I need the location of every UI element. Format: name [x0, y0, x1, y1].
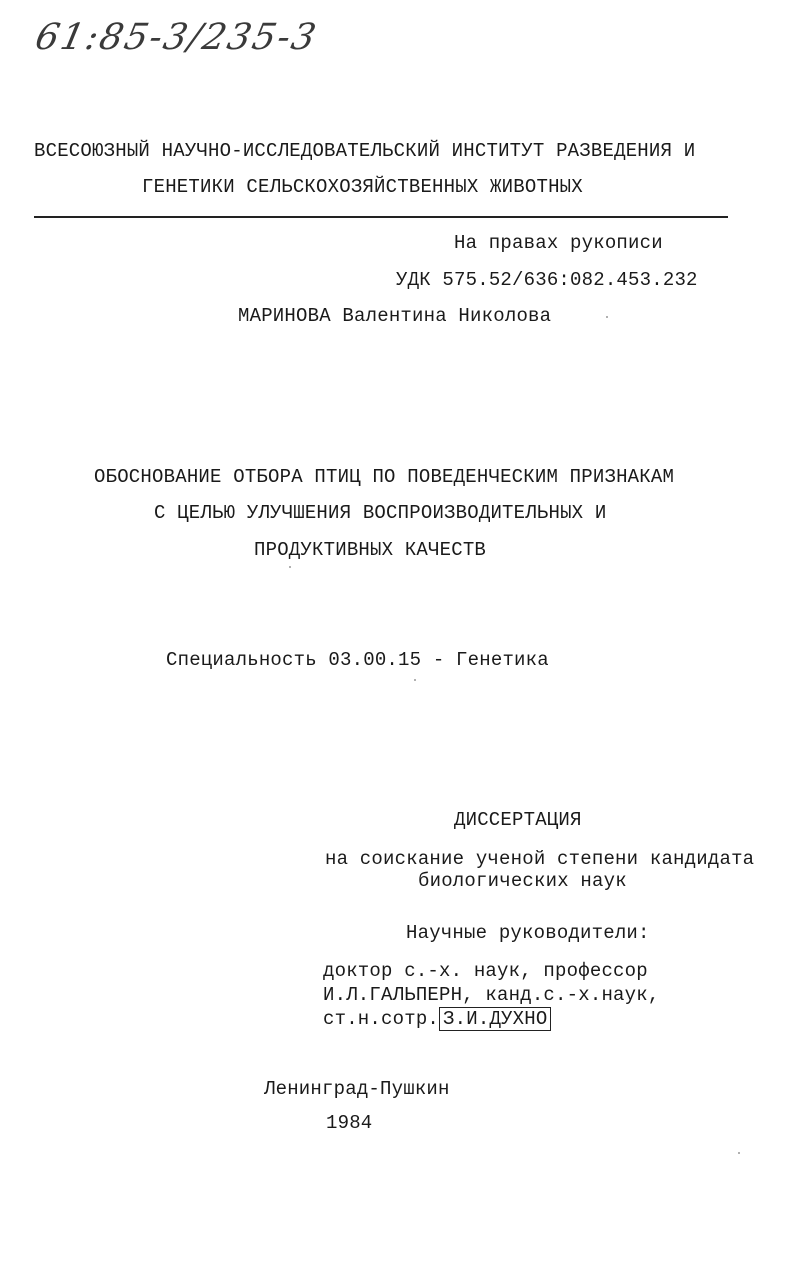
degree-line-1: на соискание ученой степени кандидата — [325, 848, 755, 870]
paper-speck — [289, 566, 291, 568]
author-name: МАРИНОВА Валентина Николова — [238, 305, 552, 327]
title-line-1: ОБОСНОВАНИЕ ОТБОРА ПТИЦ ПО ПОВЕДЕНЧЕСКИМ ПРИЗНАКАМ — [94, 466, 675, 488]
place: Ленинград-Пушкин — [264, 1078, 450, 1100]
paper-speck — [414, 679, 416, 681]
manuscript-rights: На правах рукописи — [454, 232, 663, 254]
title-line-3: ПРОДУКТИВНЫХ КАЧЕСТВ — [254, 539, 487, 561]
paper-speck — [738, 1152, 740, 1154]
title-line-2: С ЦЕЛЬЮ УЛУЧШЕНИЯ ВОСПРОИЗВОДИТЕЛЬНЫХ И — [154, 502, 607, 524]
degree-line-2: биологических наук — [418, 870, 627, 892]
supervisors-line-3-prefix: ст.н.сотр. — [323, 1008, 440, 1030]
supervisors-line-3 — [323, 1008, 551, 1030]
supervisors-line-2: И.Л.ГАЛЬПЕРН, канд.с.-х.наук, — [323, 984, 660, 1006]
specialty: Специальность 03.00.15 - Генетика — [166, 649, 549, 671]
institute-line-1: ВСЕСОЮЗНЫЙ НАУЧНО-ИССЛЕДОВАТЕЛЬСКИЙ ИНСТИТУТ РАЗВЕДЕНИЯ И — [34, 140, 696, 162]
institute-line-2: ГЕНЕТИКИ СЕЛЬСКОХОЗЯЙСТВЕННЫХ ЖИВОТНЫХ — [142, 176, 583, 198]
supervisors-heading: Научные руководители: — [406, 922, 650, 944]
supervisors-line-1: доктор с.-х. наук, профессор — [323, 960, 648, 982]
handwritten-archive-number: 61:85-3/235-3 — [31, 17, 322, 58]
boxed-supervisor-name: З.И.ДУХНО — [439, 1007, 551, 1031]
udc-code: УДК 575.52/636:082.453.232 — [396, 269, 698, 291]
paper-speck — [606, 316, 608, 318]
year: 1984 — [326, 1112, 373, 1134]
header-divider — [34, 216, 728, 218]
dissertation-heading: ДИССЕРТАЦИЯ — [454, 809, 582, 831]
